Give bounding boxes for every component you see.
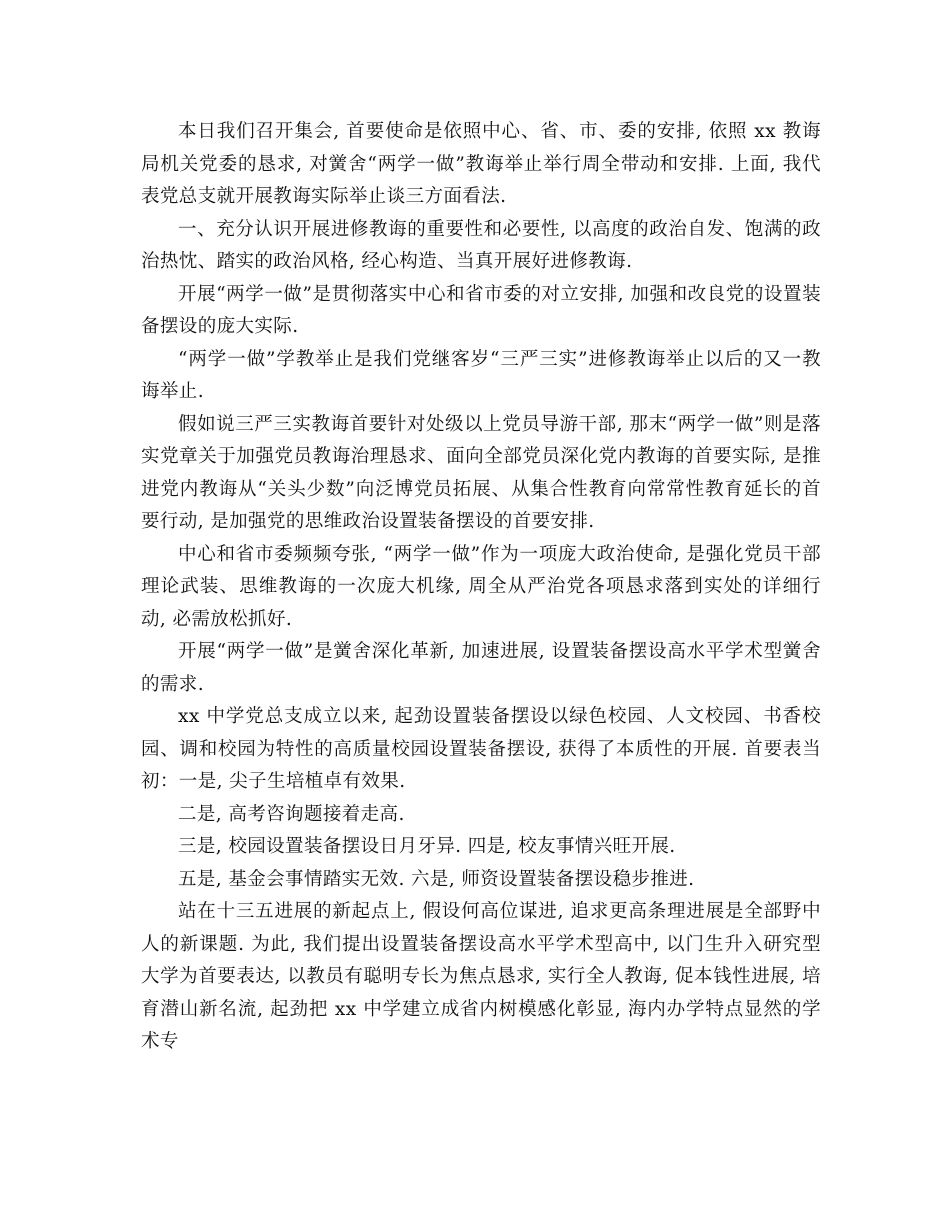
paragraph-4: “两学一做”学教举止是我们党继客岁“三严三实”进修教诲举止以后的又一教诲举止. — [141, 348, 821, 402]
paragraph-6: 中心和省市委频频夸张, “两学一做”作为一项庞大政治使命, 是强化党员干部理论武装、思维教诲的一次庞大机缘, 周全从严治党各项恳求落到实处的详细行动, 必需放松抓好. — [141, 543, 821, 630]
paragraph-11: 五是, 基金会事情踏实无效. 六是, 师资设置装备摆设稳步推进. — [178, 868, 695, 890]
paragraph-3: 开展“两学一做”是贯彻落实中心和省市委的对立安排, 加强和改良党的设置装备摆设的庞大实际. — [141, 283, 821, 337]
paragraph-1: 本日我们召开集会, 首要使命是依照中心、省、市、委的安排, 依照 xx 教诲局机关党委的恳求, 对黉舍“两学一做”教诲举止举行周全带动和安排. 上面, 我代表党总支就开展教诲实际举止谈三方面看法. — [141, 121, 821, 207]
document-body — [141, 116, 821, 1059]
paragraph-10: 三是, 校园设置装备摆设日月牙异. 四是, 校友事情兴旺开展. — [178, 836, 676, 857]
paragraph-9: 二是, 高考咨询题接着走高. — [178, 803, 405, 825]
paragraph-5: 假如说三严三实教诲首要针对处级以上党员导游干部, 那末“两学一做”则是落实党章关于加强党员教诲治理恳求、面向全部党员深化党内教诲的首要实际, 是推进党内教诲从“关头少数”向泛博党员拓展、从集合性教育向常常性教育延长的首要行动, 是加强党的思维政治设置装备摆设的首要安排. — [141, 413, 821, 532]
paragraph-7: 开展“两学一做”是黉舍深化革新, 加速进展, 设置装备摆设高水平学术型黉舍的需求. — [141, 641, 821, 695]
paragraph-2: 一、充分认识开展进修教诲的重要性和必要性, 以高度的政治自发、饱满的政治热忱、踏实的政治风格, 经心构造、当真开展好进修教诲. — [141, 218, 821, 272]
paragraph-8: xx 中学党总支成立以来, 起劲设置装备摆设以绿色校园、人文校园、书香校园、调和校园为特性的高质量校园设置装备摆设, 获得了本质性的开展. 首要表当初：一是, 尖子生培植卓有效果. — [141, 706, 821, 792]
paragraph-12: 站在十三五进展的新起点上, 假设何高位谋进, 追求更高条理进展是全部野中人的新课题. 为此, 我们提出设置装备摆设高水平学术型高中, 以门生升入研究型大学为首要表达, 以教员有聪明专长为焦点恳求, 实行全人教诲, 促本钱性进展, 培育潜山新名流, 起劲把 xx 中学建立成省内树模感化彰显, 海内办学特点显然的学术专 — [141, 901, 821, 1052]
